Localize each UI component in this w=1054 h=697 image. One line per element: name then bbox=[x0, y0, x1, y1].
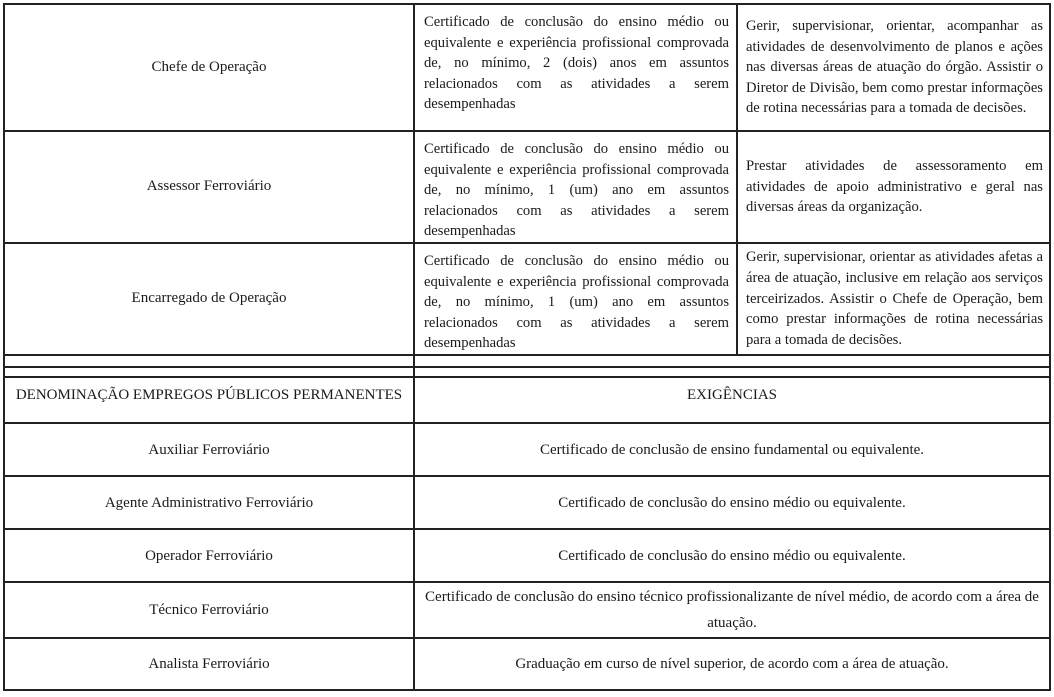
requirement-cell: Certificado de conclusão do ensino médio ou equivalente. bbox=[414, 476, 1050, 529]
commissioned-positions-table bbox=[3, 3, 1051, 378]
requirement-cell: Certificado de conclusão de ensino fundamental ou equivalente. bbox=[414, 423, 1050, 476]
header-role: DENOMINAÇÃO EMPREGOS PÚBLICOS PERMANENTES bbox=[4, 367, 414, 423]
role-cell: Encarregado de Operação bbox=[4, 243, 414, 355]
table-header-row bbox=[4, 367, 1050, 423]
permanent-positions-table bbox=[3, 366, 1051, 691]
duties-cell: Gerir, supervisionar, orientar as atividades afetas a área de atuação, inclusive em relação aos serviços terceirizados. Assistir o Chefe de Operação, bem como prestar informações de rotina necessárias para a tomada de decisões. bbox=[737, 243, 1050, 355]
table-row bbox=[4, 423, 1050, 476]
table-row bbox=[4, 131, 1050, 243]
requirements-cell: Certificado de conclusão do ensino médio ou equivalente e experiência profissional comprovada de, no mínimo, 1 (um) ano em assuntos relacionados com as atividades a serem desempenhadas bbox=[414, 131, 737, 243]
role-cell: Auxiliar Ferroviário bbox=[4, 423, 414, 476]
role-cell: Técnico Ferroviário bbox=[4, 582, 414, 638]
requirements-cell: Certificado de conclusão do ensino médio ou equivalente e experiência profissional comprovada de, no mínimo, 2 (dois) anos em assuntos relacionados com as atividades a serem desempenhadas bbox=[414, 4, 737, 131]
header-requirements: EXIGÊNCIAS bbox=[414, 367, 1050, 423]
role-cell: Operador Ferroviário bbox=[4, 529, 414, 582]
duties-cell: Prestar atividades de assessoramento em atividades de apoio administrativo e geral nas diversas áreas da organização. bbox=[737, 131, 1050, 243]
table-row bbox=[4, 638, 1050, 690]
role-cell: Agente Administrativo Ferroviário bbox=[4, 476, 414, 529]
role-cell: Assessor Ferroviário bbox=[4, 131, 414, 243]
table-row bbox=[4, 476, 1050, 529]
table-row bbox=[4, 243, 1050, 355]
duties-cell: Gerir, supervisionar, orientar, acompanhar as atividades de desenvolvimento de planos e ações nas diversas áreas de atuação do órgão. Assistir o Diretor de Divisão, bem como prestar informações de rotina necessárias para a tomada de decisões. bbox=[737, 4, 1050, 131]
requirement-cell: Graduação em curso de nível superior, de acordo com a área de atuação. bbox=[414, 638, 1050, 690]
table-row bbox=[4, 582, 1050, 638]
requirement-cell: Certificado de conclusão do ensino médio ou equivalente. bbox=[414, 529, 1050, 582]
requirements-cell: Certificado de conclusão do ensino médio ou equivalente e experiência profissional comprovada de, no mínimo, 1 (um) ano em assuntos relacionados com as atividades a serem desempenhadas bbox=[414, 243, 737, 355]
requirement-cell: Certificado de conclusão do ensino técnico profissionalizante de nível médio, de acordo com a área de atuação. bbox=[414, 582, 1050, 638]
table-row bbox=[4, 529, 1050, 582]
role-cell: Analista Ferroviário bbox=[4, 638, 414, 690]
role-cell: Chefe de Operação bbox=[4, 4, 414, 131]
table-row bbox=[4, 4, 1050, 131]
